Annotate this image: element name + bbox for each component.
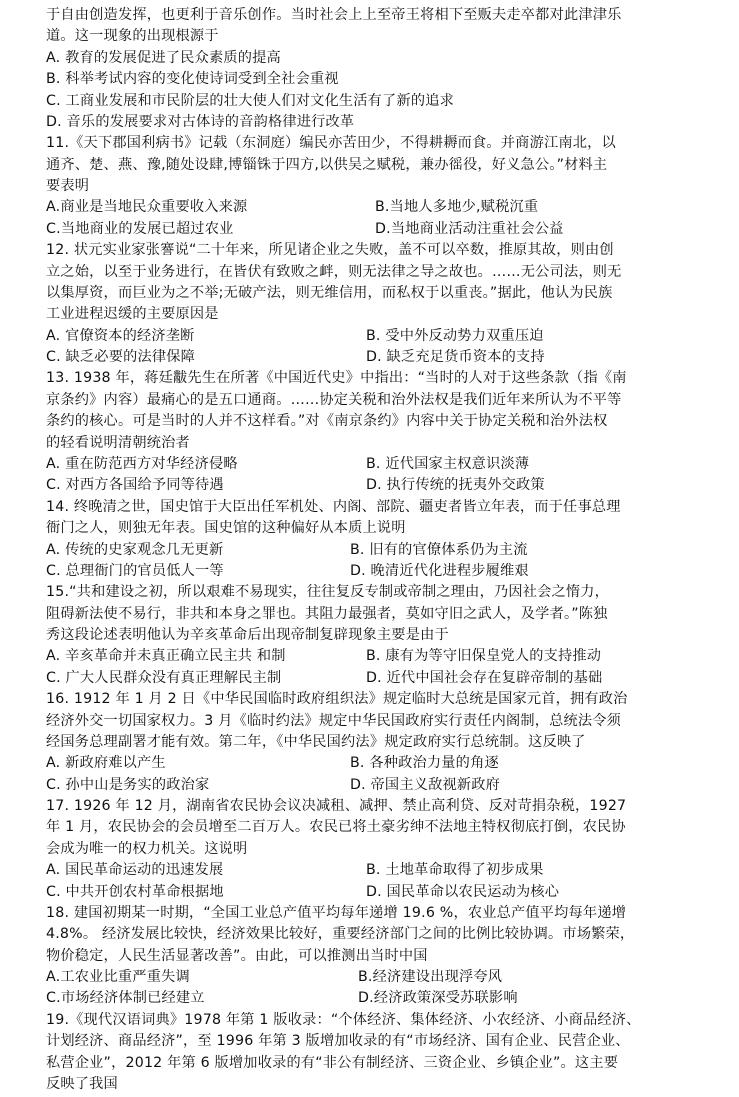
option-17-d: D. 国民革命以农民运动为核心 xyxy=(366,883,560,900)
option-18-d: D.经济政策深受苏联影响 xyxy=(358,990,518,1007)
question-15-text: 15.“共和建设之初，所以艰难不易现实，往往复反专制或帝制之理由，乃因社会之惰力， xyxy=(46,584,610,601)
text-line: 经国务总理副署才能有效。第二年，《中华民国约法》规定政府实行总统制。这反映了 xyxy=(46,733,586,750)
text-line: 会成为唯一的权力机关。这说明 xyxy=(46,840,248,857)
option-11-c: C.当地商业的发展已超过农业 xyxy=(46,220,234,237)
option-12-a: A. 官僚资本的经济垄断 xyxy=(46,327,195,344)
text-line: 通齐、楚、燕、豫,随处设肆,博锱铢于四方,以供吴之赋税，兼办徭役，好义急公。”材料主 xyxy=(46,156,608,173)
text-line: 阻碍新法使不易行，非共和本身之罪也。其阻力最强者，莫如守旧之武人，及学者。”陈独 xyxy=(46,605,608,622)
text-line: 以集厚资，而巨业为之不举;无破产法，则无维信用，而私权于以重丧。”据此，他认为民族 xyxy=(46,284,613,301)
option-12-c: C. 缺乏必要的法律保障 xyxy=(46,349,196,366)
text-line: 年 1 月，农民协会的会员增至二百万人。农民已将土豪劣绅不法地主特权彻底打倒，农民协 xyxy=(46,819,626,836)
option-14-c: C. 总理衙门的官员低人一等 xyxy=(46,562,224,579)
text-line: 计划经济、商品经济”，至 1996 年第 3 版增加收录的有“市场经济、国有企业、民营企业、 xyxy=(46,1033,630,1050)
option-16-c: C. 孙中山是务实的政治家 xyxy=(46,776,210,793)
text-line: 衙门之人，则独无年表。国史馆的这种偏好从本质上说明 xyxy=(46,520,406,537)
option-14-b: B. 旧有的官僚体系仍为主流 xyxy=(350,541,528,558)
text-line: 私营企业”，2012 年第 6 版增加收录的有“非公有制经济、三资企业、乡镇企业”。这主要 xyxy=(46,1054,619,1071)
question-13-text: 13. 1938 年，蒋廷黻先生在所著《中国近代史》中指出：“当时的人对于这些条款（指《南 xyxy=(46,370,627,387)
question-11-text: 11.《天下郡国利病书》记载（东洞庭）编民亦苦田少，不得耕耨而食。并商游江南北，以 xyxy=(46,135,616,152)
text-line: 京条约》内容）最痛心的是五口通商。……协定关税和治外法权是我们近年来所认为不平等 xyxy=(46,391,622,408)
option-18-b: B.经济建设出现浮夸风 xyxy=(358,969,503,986)
question-14-text: 14. 终晚清之世，国史馆于大臣出任军机处、内阁、部院、疆吏者皆立年表，而于任事总理 xyxy=(46,498,621,515)
option-line: B. 科举考试内容的变化使诗词受到全社会重视 xyxy=(46,71,339,88)
option-12-d: D. 缺乏充足货币资本的支持 xyxy=(366,349,545,366)
option-16-b: B. 各种政治力量的角逐 xyxy=(350,755,499,772)
question-17-text: 17. 1926 年 12 月，湖南省农民协会议决减租、减押、禁止高利贷、反对苛捐杂税，1927 xyxy=(46,798,627,815)
option-14-d: D. 晚清近代化进程步履维艰 xyxy=(350,562,529,579)
option-11-b: B.当地人多地少,赋税沉重 xyxy=(375,199,539,216)
option-14-a: A. 传统的史家观念几无更新 xyxy=(46,541,224,558)
text-line: 工业进程迟缓的主要原因是 xyxy=(46,306,219,323)
text-line: 道。这一现象的出现根源于 xyxy=(46,28,219,45)
text-line: 条约的核心。可是当时的人并不这样看。”对《南京条约》内容中关于协定关税和治外法权 xyxy=(46,413,608,430)
text-line: 秀这段论述表明他认为辛亥革命后出现帝制复辟现象主要是由于 xyxy=(46,627,449,644)
option-line: D. 音乐的发展要求对古体诗的音韵格律进行改革 xyxy=(46,113,355,130)
option-15-c: C. 广大人民群众没有真正理解民主制 xyxy=(46,669,282,686)
question-12-text: 12. 状元实业家张謇说“二十年来，所见诸企业之失败，盖不可以卒数，推原其故，则由创 xyxy=(46,242,614,259)
option-16-a: A. 新政府难以产生 xyxy=(46,755,166,772)
text-line: 反映了我国 xyxy=(46,1076,118,1092)
option-11-d: D.当地商业活动注重社会公益 xyxy=(375,220,564,237)
option-18-c: C.市场经济体制已经建立 xyxy=(46,990,205,1007)
text-line: 于自由创造发挥，也更利于音乐创作。当时社会上上至帝王将相下至贩夫走卒都对此津津乐 xyxy=(46,7,622,23)
question-16-text: 16. 1912 年 1 月 2 日《中华民国临时政府组织法》规定临时大总统是国家元首，拥有政治 xyxy=(46,691,628,708)
option-13-d: D. 执行传统的抚夷外交政策 xyxy=(366,477,545,494)
option-line: A. 教育的发展促进了民众素质的提高 xyxy=(46,49,281,66)
option-17-b: B. 土地革命取得了初步成果 xyxy=(366,862,544,879)
question-19-text: 19.《现代汉语词典》1978 年第 1 版收录：“个体经济、集体经济、小农经济、小商品经济、 xyxy=(46,1011,641,1028)
option-12-b: B. 受中外反动势力双重压迫 xyxy=(366,327,544,344)
text-line: 物价稳定，人民生活显著改善”。由此，可以推测出当时中国 xyxy=(46,947,428,964)
option-18-a: A.工农业比重严重失调 xyxy=(46,969,190,986)
text-line: 的轻看说明清朝统治者 xyxy=(46,434,190,451)
text-line: 4.8%。 经济发展比较快，经济效果比较好，重要经济部门之间的比例比较协调。市场繁荣， xyxy=(46,926,635,943)
option-11-a: A.商业是当地民众重要收入来源 xyxy=(46,199,248,216)
option-13-b: B. 近代国家主权意识淡薄 xyxy=(366,455,530,472)
option-15-a: A. 辛亥革命并未真正确立民主共 和制 xyxy=(46,648,286,665)
option-15-d: D. 近代中国社会存在复辟帝制的基础 xyxy=(366,669,603,686)
option-13-c: C. 对西方各国给予同等待遇 xyxy=(46,477,224,494)
option-16-d: D. 帝国主义敌视新政府 xyxy=(350,776,501,793)
option-15-b: B. 康有为等守旧保皇党人的支持推动 xyxy=(366,648,602,665)
option-17-a: A. 国民革命运动的迅速发展 xyxy=(46,862,224,879)
text-line: 立之始，以至于业务进行，在皆伏有致败之衅，则无法律之导之故也。……无公司法，则无 xyxy=(46,263,622,280)
option-17-c: C. 中共开创农村革命根据地 xyxy=(46,883,224,900)
option-line: C. 工商业发展和市民阶层的壮大使人们对文化生活有了新的追求 xyxy=(46,92,454,109)
text-line: 经济外交一切国家权力。3 月《临时约法》规定中华民国政府实行责任内阁制，总统法令须 xyxy=(46,712,622,729)
text-line: 要表明 xyxy=(46,178,90,195)
question-18-text: 18. 建国初期某一时期，“全国工业总产值平均每年递增 19.6 %，农业总产值平均每年递增 xyxy=(46,904,627,921)
option-13-a: A. 重在防范西方对华经济侵略 xyxy=(46,455,238,472)
